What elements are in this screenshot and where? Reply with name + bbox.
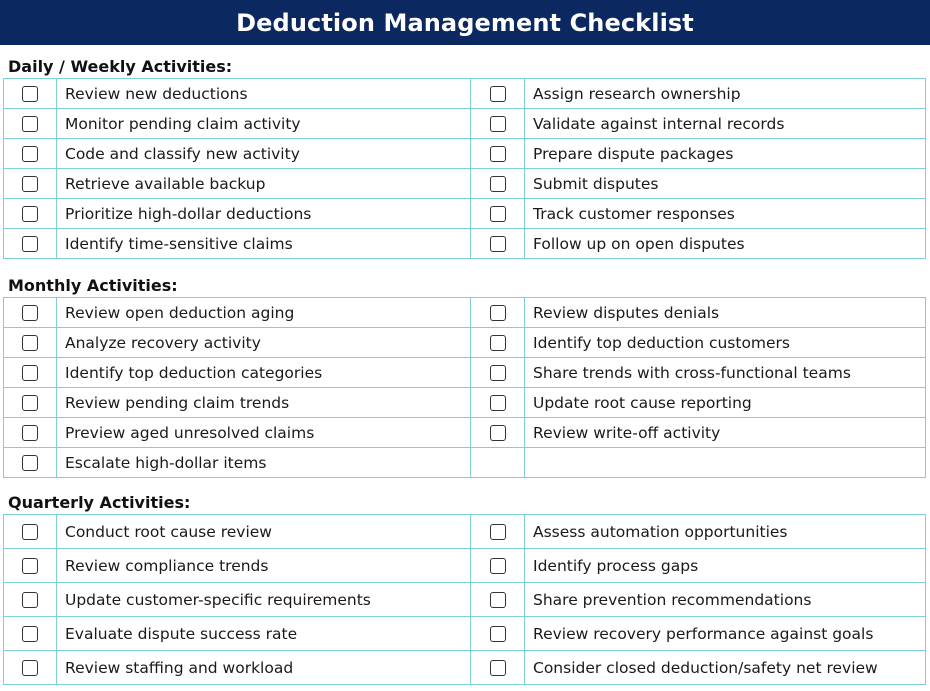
table-row <box>4 388 926 418</box>
section-heading-daily-weekly: Daily / Weekly Activities: <box>8 57 233 76</box>
task-label: Evaluate dispute success rate <box>65 624 298 643</box>
task-checkbox[interactable] <box>22 116 38 132</box>
task-label: Assess automation opportunities <box>533 522 788 541</box>
checkbox-cell <box>4 448 57 478</box>
task-label: Review write-off activity <box>533 423 721 442</box>
task-label: Follow up on open disputes <box>533 234 745 253</box>
checkbox-cell <box>471 229 525 259</box>
checkbox-cell <box>4 229 57 259</box>
task-label: Review staffing and workload <box>65 658 294 677</box>
monthly-checklist <box>3 297 926 478</box>
task-checkbox[interactable] <box>22 395 38 411</box>
task-checkbox[interactable] <box>490 305 506 321</box>
table-row <box>4 169 926 199</box>
checkbox-cell <box>471 79 525 109</box>
task-label: Update root cause reporting <box>533 393 752 412</box>
task-label: Identify time-sensitive claims <box>65 234 293 253</box>
task-checkbox[interactable] <box>22 236 38 252</box>
page-title: Deduction Management Checklist <box>0 0 930 45</box>
checkbox-cell <box>471 418 525 448</box>
task-checkbox[interactable] <box>490 660 506 676</box>
task-label: Submit disputes <box>533 174 659 193</box>
task-cell <box>525 549 926 583</box>
task-label: Share prevention recommendations <box>533 590 812 609</box>
task-checkbox[interactable] <box>22 592 38 608</box>
task-cell <box>525 358 926 388</box>
task-cell <box>525 298 926 328</box>
section-heading-quarterly: Quarterly Activities: <box>8 493 191 512</box>
checkbox-cell <box>471 328 525 358</box>
task-checkbox[interactable] <box>490 558 506 574</box>
task-cell <box>57 515 471 549</box>
task-checkbox[interactable] <box>490 116 506 132</box>
table-row <box>4 549 926 583</box>
checkbox-cell <box>471 388 525 418</box>
task-checkbox[interactable] <box>22 558 38 574</box>
task-label: Consider closed deduction/safety net review <box>533 658 878 677</box>
task-label: Prioritize high-dollar deductions <box>65 204 312 223</box>
task-cell <box>57 418 471 448</box>
table-row <box>4 448 926 478</box>
task-cell <box>57 79 471 109</box>
table-row <box>4 583 926 617</box>
task-checkbox[interactable] <box>490 425 506 441</box>
task-cell <box>57 358 471 388</box>
task-cell <box>525 169 926 199</box>
task-label: Preview aged unresolved claims <box>65 423 315 442</box>
task-label: Identify top deduction categories <box>65 363 323 382</box>
checkbox-cell <box>4 549 57 583</box>
task-label: Review new deductions <box>65 84 248 103</box>
task-checkbox[interactable] <box>490 524 506 540</box>
task-cell <box>525 617 926 651</box>
checkbox-cell <box>471 358 525 388</box>
task-checkbox[interactable] <box>22 146 38 162</box>
checkbox-cell <box>471 583 525 617</box>
task-cell <box>525 139 926 169</box>
task-cell <box>57 229 471 259</box>
task-label: Review disputes denials <box>533 303 720 322</box>
task-checkbox[interactable] <box>490 395 506 411</box>
checkbox-cell <box>471 549 525 583</box>
task-cell <box>525 109 926 139</box>
table-row <box>4 358 926 388</box>
checkbox-cell <box>4 109 57 139</box>
task-checkbox[interactable] <box>490 236 506 252</box>
checkbox-cell <box>471 199 525 229</box>
task-checkbox[interactable] <box>22 206 38 222</box>
task-label: Review recovery performance against goals <box>533 624 874 643</box>
task-checkbox[interactable] <box>490 206 506 222</box>
task-checkbox[interactable] <box>490 146 506 162</box>
task-checkbox[interactable] <box>22 425 38 441</box>
task-cell <box>525 79 926 109</box>
task-cell <box>57 199 471 229</box>
task-label: Validate against internal records <box>533 114 785 133</box>
table-row <box>4 229 926 259</box>
task-cell <box>57 139 471 169</box>
daily-weekly-checklist <box>3 78 926 259</box>
table-row <box>4 109 926 139</box>
checkbox-cell <box>471 298 525 328</box>
task-cell <box>57 549 471 583</box>
task-label: Review compliance trends <box>65 556 269 575</box>
task-checkbox[interactable] <box>22 86 38 102</box>
task-cell <box>57 388 471 418</box>
task-cell <box>525 388 926 418</box>
table-row <box>4 139 926 169</box>
task-checkbox[interactable] <box>22 524 38 540</box>
task-cell <box>57 298 471 328</box>
task-checkbox[interactable] <box>490 86 506 102</box>
table-row <box>4 515 926 549</box>
task-checkbox[interactable] <box>490 365 506 381</box>
checkbox-cell <box>4 199 57 229</box>
section-heading-monthly: Monthly Activities: <box>8 276 178 295</box>
checkbox-cell <box>471 617 525 651</box>
task-checkbox[interactable] <box>490 626 506 642</box>
checkbox-cell <box>4 139 57 169</box>
task-cell <box>57 328 471 358</box>
task-checkbox[interactable] <box>490 176 506 192</box>
task-label: Monitor pending claim activity <box>65 114 301 133</box>
task-cell <box>525 199 926 229</box>
checkbox-cell <box>4 515 57 549</box>
checkbox-cell <box>471 169 525 199</box>
task-cell <box>525 651 926 685</box>
task-checkbox[interactable] <box>22 626 38 642</box>
checkbox-cell <box>471 139 525 169</box>
task-checkbox[interactable] <box>22 335 38 351</box>
task-checkbox[interactable] <box>22 455 38 471</box>
checkbox-cell <box>4 79 57 109</box>
table-row <box>4 298 926 328</box>
task-checkbox[interactable] <box>22 660 38 676</box>
task-label: Assign research ownership <box>533 84 741 103</box>
task-cell <box>57 109 471 139</box>
task-label: Identify process gaps <box>533 556 699 575</box>
task-cell <box>525 328 926 358</box>
task-cell <box>525 418 926 448</box>
task-label: Conduct root cause review <box>65 522 272 541</box>
table-row <box>4 79 926 109</box>
task-label: Share trends with cross-functional teams <box>533 363 851 382</box>
task-label: Track customer responses <box>533 204 735 223</box>
checkbox-cell <box>4 169 57 199</box>
task-checkbox[interactable] <box>22 305 38 321</box>
task-cell <box>57 448 471 478</box>
task-label: Code and classify new activity <box>65 144 300 163</box>
checkbox-cell <box>4 583 57 617</box>
task-label: Review open deduction aging <box>65 303 295 322</box>
task-cell <box>57 169 471 199</box>
checkbox-cell <box>471 651 525 685</box>
checkbox-cell <box>4 388 57 418</box>
checkbox-cell <box>4 617 57 651</box>
task-cell <box>525 229 926 259</box>
table-row <box>4 617 926 651</box>
quarterly-checklist <box>3 514 926 685</box>
task-label: Retrieve available backup <box>65 174 266 193</box>
task-checkbox[interactable] <box>22 176 38 192</box>
checkbox-cell <box>471 515 525 549</box>
task-cell <box>57 651 471 685</box>
task-label: Review pending claim trends <box>65 393 290 412</box>
checkbox-cell <box>4 298 57 328</box>
task-label: Analyze recovery activity <box>65 333 261 352</box>
task-label: Prepare dispute packages <box>533 144 734 163</box>
checkbox-cell <box>4 328 57 358</box>
task-cell <box>525 515 926 549</box>
task-cell <box>57 617 471 651</box>
checkbox-cell <box>4 358 57 388</box>
task-label: Escalate high-dollar items <box>65 453 267 472</box>
task-label: Identify top deduction customers <box>533 333 791 352</box>
task-cell <box>57 583 471 617</box>
table-row <box>4 328 926 358</box>
task-checkbox[interactable] <box>22 365 38 381</box>
task-checkbox[interactable] <box>490 592 506 608</box>
table-row <box>4 199 926 229</box>
checkbox-cell <box>4 651 57 685</box>
checkbox-cell <box>471 448 525 478</box>
table-row <box>4 418 926 448</box>
task-cell <box>525 448 926 478</box>
task-label: Update customer-specific requirements <box>65 590 371 609</box>
task-cell <box>525 583 926 617</box>
checkbox-cell <box>4 418 57 448</box>
task-checkbox[interactable] <box>490 335 506 351</box>
checkbox-cell <box>471 109 525 139</box>
table-row <box>4 651 926 685</box>
